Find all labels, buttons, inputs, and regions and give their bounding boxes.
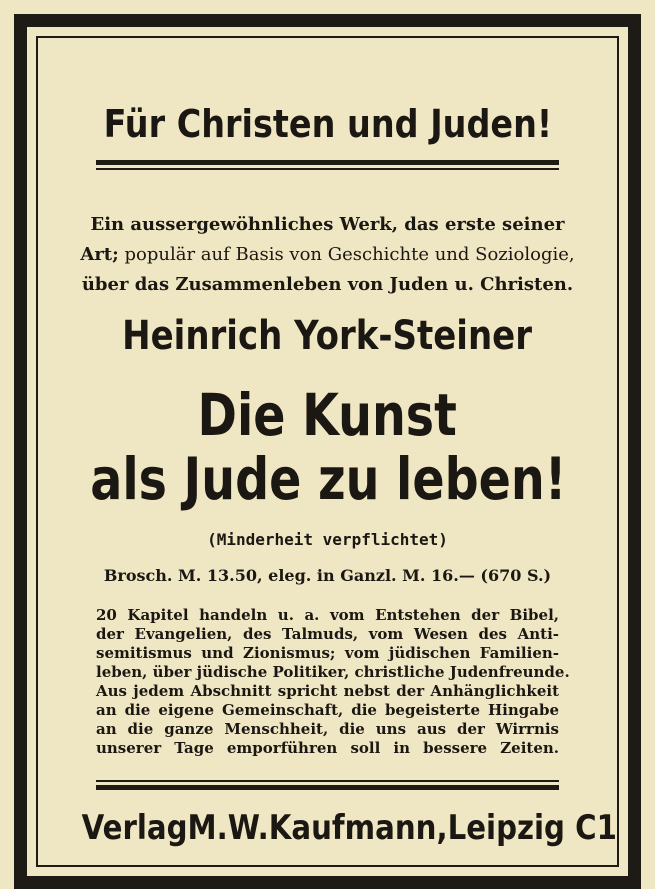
book-title-line-1: Die Kunst: [197, 381, 458, 449]
description-line: leben, über jüdische Politiker, christliche Judenfreunde.: [96, 663, 570, 681]
inner-frame: [36, 36, 619, 867]
headline: Für Christen und Juden!: [103, 102, 552, 146]
description: [96, 606, 570, 758]
book-title-line-2: als Jude zu leben!: [90, 445, 567, 513]
book-subtitle: (Minderheit verpflichtet): [207, 530, 448, 549]
publisher-line: VerlagM.W.Kaufmann,Leipzig C1: [81, 808, 617, 848]
description-line: der Evangelien, des Talmuds, vom Wesen des Anti-: [96, 625, 559, 643]
price-line: Brosch. M. 13.50, eleg. in Ganzl. M. 16.— (670 S.): [103, 566, 552, 585]
author-name: Heinrich York-Steiner: [122, 313, 533, 359]
description-line: an die eigene Gemeinschaft, die begeisterte Hingabe: [96, 701, 559, 719]
outer-frame: [14, 14, 641, 889]
description-line: an die ganze Menschheit, die uns aus der Wirrnis: [96, 720, 559, 738]
intro-line: Art; populär auf Basis von Geschichte und Soziologie,: [80, 244, 575, 265]
intro-text: [38, 210, 617, 300]
description-line: Aus jedem Abschnitt spricht nebst der Anhänglichkeit: [96, 682, 559, 700]
intro-line: Ein aussergewöhnliches Werk, das erste seiner: [90, 214, 565, 235]
intro-line: über das Zusammenleben von Juden u. Christen.: [81, 274, 574, 295]
description-line: semitismus und Zionismus; vom jüdischen Familien-: [96, 644, 559, 662]
description-line: 20 Kapitel handeln u. a. vom Entstehen der Bibel,: [96, 606, 559, 624]
description-line: unserer Tage emporführen soll in bessere Zeiten.: [96, 739, 559, 757]
book-title: [38, 383, 617, 511]
